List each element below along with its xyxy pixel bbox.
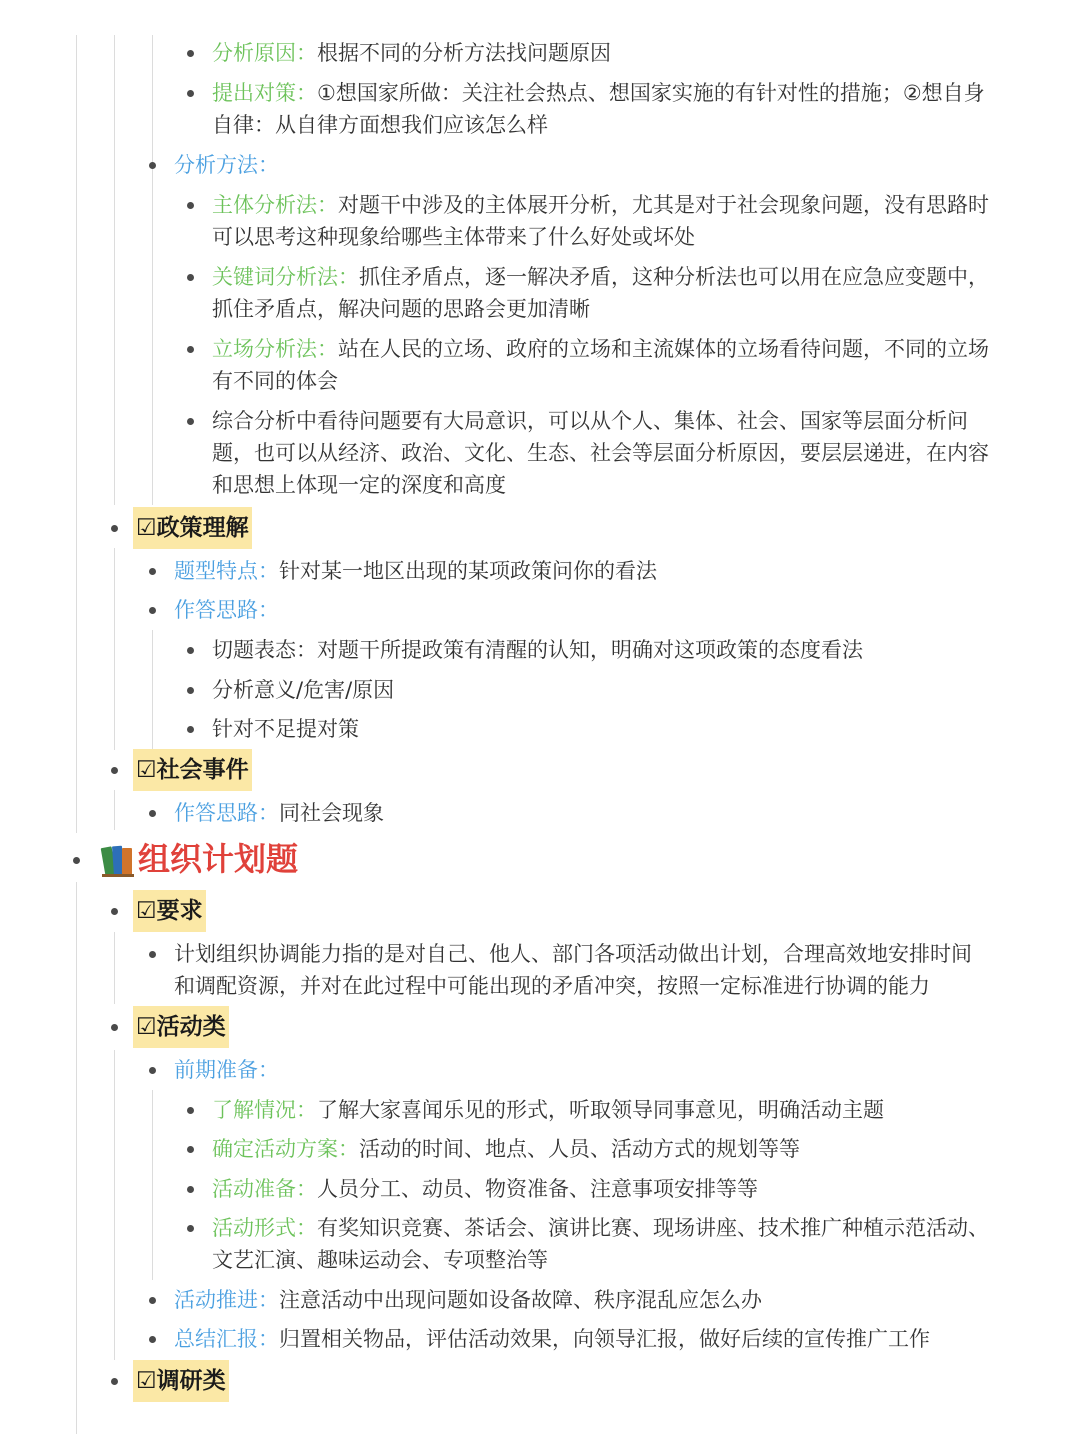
bullet-icon: [187, 90, 194, 97]
heading-label: 社会事件: [156, 757, 249, 783]
item-label: 活动推进：: [174, 1288, 279, 1312]
item-text: 切题表态：对题干所提政策有清醒的认知，明确对这项政策的态度看法: [212, 638, 863, 662]
list-item: [174, 555, 657, 587]
item-text: 站在人民的立场、政府的立场和主流媒体的立场看待问题，不同的立场: [338, 337, 989, 361]
item-label: 活动准备：: [212, 1177, 317, 1201]
list-item: [174, 1323, 930, 1355]
bullet-icon: [187, 687, 194, 694]
bullet-icon: [187, 418, 194, 425]
list-item-continuation: [212, 365, 338, 397]
list-item: [174, 1054, 279, 1086]
item-label: 立场分析法：: [212, 337, 338, 361]
item-text: 了解大家喜闻乐见的形式，听取领导同事意见，明确活动主题: [317, 1098, 884, 1122]
item-label: 前期准备：: [174, 1058, 279, 1082]
bullet-icon: [187, 1186, 194, 1193]
list-item: [212, 674, 394, 706]
list-item-continuation: [212, 293, 590, 325]
item-text: 对题干中涉及的主体展开分析，尤其是对于社会现象问题，没有思路时: [338, 193, 989, 217]
item-label: 作答思路：: [174, 598, 279, 622]
item-text: 人员分工、动员、物资准备、注意事项安排等等: [317, 1177, 758, 1201]
checkbox-icon: ☑: [136, 898, 157, 924]
section-heading-requirements: [133, 890, 206, 932]
bullet-icon: [111, 1024, 118, 1031]
item-text: 根据不同的分析方法找问题原因: [317, 41, 611, 65]
item-label: 活动形式：: [212, 1216, 317, 1240]
bullet-icon: [149, 162, 156, 169]
bullet-icon: [187, 726, 194, 733]
list-item: [174, 1284, 762, 1316]
heading-label: 调研类: [156, 1368, 226, 1394]
outline-guide-line: [114, 1050, 115, 1360]
bullet-icon: [149, 568, 156, 575]
list-item: [212, 713, 359, 745]
item-label: 题型特点：: [174, 559, 279, 583]
item-label: 关键词分析法：: [212, 265, 359, 289]
item-text: ①想国家所做：关注社会热点、想国家实施的有针对性的措施；②想自身: [317, 81, 985, 105]
checkbox-icon: ☑: [136, 515, 157, 541]
item-label: 作答思路：: [174, 801, 279, 825]
bullet-icon: [111, 908, 118, 915]
bullet-icon: [149, 1336, 156, 1343]
outline-guide-line: [114, 548, 115, 750]
item-text: 抓住矛盾点，逐一解决矛盾，这种分析法也可以用在应急应变题中，: [359, 265, 989, 289]
item-text: 和调配资源，并对在此过程中可能出现的矛盾冲突，按照一定标准进行协调的能力: [174, 974, 930, 998]
outline-guide-line: [76, 35, 77, 833]
item-label: 分析方法：: [174, 153, 279, 177]
outline-guide-line: [114, 790, 115, 830]
checkbox-icon: ☑: [136, 757, 157, 783]
list-item: [212, 261, 989, 293]
list-item: [212, 77, 985, 109]
list-item: [174, 938, 972, 970]
bullet-icon: [187, 647, 194, 654]
main-heading: 组织计划题: [138, 840, 299, 878]
list-item: [212, 37, 611, 69]
list-item: [212, 1094, 884, 1126]
item-text: 活动的时间、地点、人员、活动方式的规划等等: [359, 1137, 800, 1161]
outline-guide-line: [152, 630, 153, 750]
outline-guide-line: [76, 882, 77, 1434]
outline-guide-line: [152, 1090, 153, 1280]
item-text: 可以思考这种现象给哪些主体带来了什么好处或坏处: [212, 225, 695, 249]
bullet-icon: [187, 50, 194, 57]
list-item: [212, 1212, 989, 1244]
item-text: 计划组织协调能力指的是对自己、他人、部门各项活动做出计划，合理高效地安排时间: [174, 942, 972, 966]
list-item: [212, 1173, 758, 1205]
list-item-continuation: [212, 221, 695, 253]
item-text: 抓住矛盾点，解决问题的思路会更加清晰: [212, 297, 590, 321]
bullet-icon: [187, 1146, 194, 1153]
list-item-continuation: [212, 469, 506, 501]
section-heading-policy: [133, 507, 252, 549]
list-item: [212, 405, 968, 437]
bullet-icon: [149, 1067, 156, 1074]
bullet-icon: [111, 1378, 118, 1385]
bullet-icon: [149, 607, 156, 614]
list-item-continuation: [212, 437, 989, 469]
item-label: 主体分析法：: [212, 193, 338, 217]
item-text: 针对不足提对策: [212, 717, 359, 741]
bullet-icon: [187, 1225, 194, 1232]
bullet-icon: [187, 346, 194, 353]
list-item-continuation: [174, 970, 930, 1002]
item-text: 和思想上体现一定的深度和高度: [212, 473, 506, 497]
list-item: [212, 333, 989, 365]
section-heading-social: [133, 749, 252, 791]
heading-label: 政策理解: [156, 515, 249, 541]
checkbox-icon: ☑: [136, 1014, 157, 1040]
item-label: 分析原因：: [212, 41, 317, 65]
outline-guide-line: [152, 35, 153, 505]
bullet-icon: [73, 857, 80, 864]
item-text: 分析意义/危害/原因: [212, 678, 395, 702]
bullet-icon: [187, 202, 194, 209]
item-text: 针对某一地区出现的某项政策问你的看法: [279, 559, 657, 583]
item-label: 了解情况：: [212, 1098, 317, 1122]
list-item: [212, 189, 989, 221]
item-label: 确定活动方案：: [212, 1137, 359, 1161]
list-item: [212, 1133, 800, 1165]
section-heading-research: [133, 1360, 229, 1402]
item-text: 有不同的体会: [212, 369, 338, 393]
item-text: 综合分析中看待问题要有大局意识，可以从个人、集体、社会、国家等层面分析问: [212, 409, 968, 433]
list-item: [174, 797, 384, 829]
section-heading-activity: [133, 1006, 229, 1048]
heading-label: 活动类: [156, 1014, 226, 1040]
bullet-icon: [149, 951, 156, 958]
item-text: 题，也可以从经济、政治、文化、生态、社会等层面分析原因，要层层递进，在内容: [212, 441, 989, 465]
outline-guide-line: [114, 35, 115, 505]
item-text: 同社会现象: [279, 801, 384, 825]
heading-label: 要求: [156, 898, 203, 924]
item-text: 归置相关物品，评估活动效果，向领导汇报，做好后续的宣传推广工作: [279, 1327, 930, 1351]
list-item: [174, 149, 279, 181]
list-item-continuation: [212, 109, 548, 141]
item-text: 文艺汇演、趣味运动会、专项整治等: [212, 1248, 548, 1272]
outline-guide-line: [114, 932, 115, 1004]
item-text: 有奖知识竞赛、茶话会、演讲比赛、现场讲座、技术推广种植示范活动、: [317, 1216, 989, 1240]
list-item: [174, 594, 279, 626]
bullet-icon: [149, 1297, 156, 1304]
list-item-continuation: [212, 1244, 548, 1276]
item-label: 总结汇报：: [174, 1327, 279, 1351]
bullet-icon: [187, 1107, 194, 1114]
bullet-icon: [187, 274, 194, 281]
books-icon: [100, 843, 136, 879]
checkbox-icon: ☑: [136, 1368, 157, 1394]
bullet-icon: [111, 767, 118, 774]
bullet-icon: [149, 810, 156, 817]
list-item: [212, 634, 863, 666]
item-label: 提出对策：: [212, 81, 317, 105]
item-text: 注意活动中出现问题如设备故障、秩序混乱应怎么办: [279, 1288, 762, 1312]
bullet-icon: [111, 525, 118, 532]
item-text: 自律：从自律方面想我们应该怎么样: [212, 113, 548, 137]
